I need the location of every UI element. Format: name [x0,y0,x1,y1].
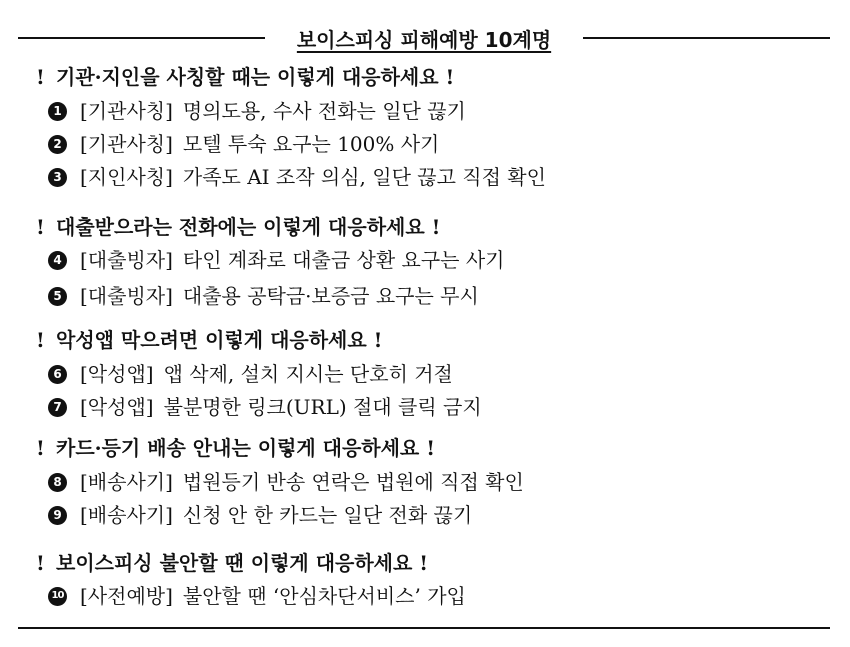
item-tag: [지인사칭] [80,165,173,189]
circled-number-icon: 9 [48,506,67,525]
item-text: 신청 안 한 카드는 일단 전화 끊기 [182,503,473,527]
list-item [48,282,504,310]
circled-number-icon: 5 [48,287,67,306]
list-item [48,393,482,421]
section-delivery [36,434,524,529]
list-item [48,468,524,496]
item-tag: [배송사기] [80,503,173,527]
list-item [48,97,546,125]
list-item [48,163,546,191]
circled-number-icon: 8 [48,473,67,492]
item-tag: [기관사칭] [80,132,173,156]
exclamation-icon: ! [36,65,45,89]
page-title: 보이스피싱 피해예방 10계명 [296,27,552,52]
section-heading [36,213,504,241]
item-text: 법원등기 반송 연락은 법원에 직접 확인 [182,470,524,494]
item-tag: [기관사칭] [80,99,173,123]
circled-number-icon: 7 [48,398,67,417]
list-item [48,501,524,529]
item-text: 타인 계좌로 대출금 상환 요구는 사기 [182,248,505,272]
item-text: 앱 삭제, 설치 지시는 단호히 거절 [163,362,453,386]
section-heading-text: 카드·등기 배송 안내는 이렇게 대응하세요 ! [56,436,435,460]
item-tag: [사전예방] [80,584,173,608]
circled-number-icon: 1 [48,102,67,121]
list-item [48,582,466,610]
section-malicious-app [36,326,482,421]
item-text: 대출용 공탁금·보증금 요구는 무시 [182,284,479,308]
section-heading [36,326,482,354]
circled-number-icon: 10 [48,587,67,606]
exclamation-icon: ! [36,215,45,239]
section-heading-text: 보이스피싱 불안할 땐 이렇게 대응하세요 ! [56,551,429,575]
list-item [48,130,546,158]
item-tag: [대출빙자] [80,248,173,272]
item-tag: [악성앱] [80,362,154,386]
title-row [18,22,830,54]
circled-number-icon: 6 [48,365,67,384]
section-institution-acquaintance [36,63,546,191]
list-item [48,246,504,274]
item-tag: [대출빙자] [80,284,173,308]
exclamation-icon: ! [36,436,45,460]
section-heading [36,549,466,577]
section-heading-text: 악성앱 막으려면 이렇게 대응하세요 ! [56,328,383,352]
section-prevention [36,549,466,610]
item-text: 모텔 투숙 요구는 100% 사기 [182,132,440,156]
section-heading-text: 기관·지인을 사칭할 때는 이렇게 대응하세요 ! [56,65,455,89]
section-heading-text: 대출받으라는 전화에는 이렇게 대응하세요 ! [56,215,441,239]
exclamation-icon: ! [36,328,45,352]
section-heading [36,63,546,91]
list-item [48,360,482,388]
item-text: 불분명한 링크(URL) 절대 클릭 금지 [163,395,482,419]
item-text: 불안할 땐 ‘안심차단서비스’ 가입 [182,584,466,608]
section-heading [36,434,524,462]
item-tag: [악성앱] [80,395,154,419]
item-text: 가족도 AI 조작 의심, 일단 끊고 직접 확인 [182,165,546,189]
item-text: 명의도용, 수사 전화는 일단 끊기 [182,99,466,123]
bottom-rule [18,627,830,629]
title-rule-left [18,37,265,39]
circled-number-icon: 2 [48,135,67,154]
title-rule-right [583,37,830,39]
item-tag: [배송사기] [80,470,173,494]
circled-number-icon: 3 [48,168,67,187]
exclamation-icon: ! [36,551,45,575]
circled-number-icon: 4 [48,251,67,270]
section-loan [36,213,504,310]
